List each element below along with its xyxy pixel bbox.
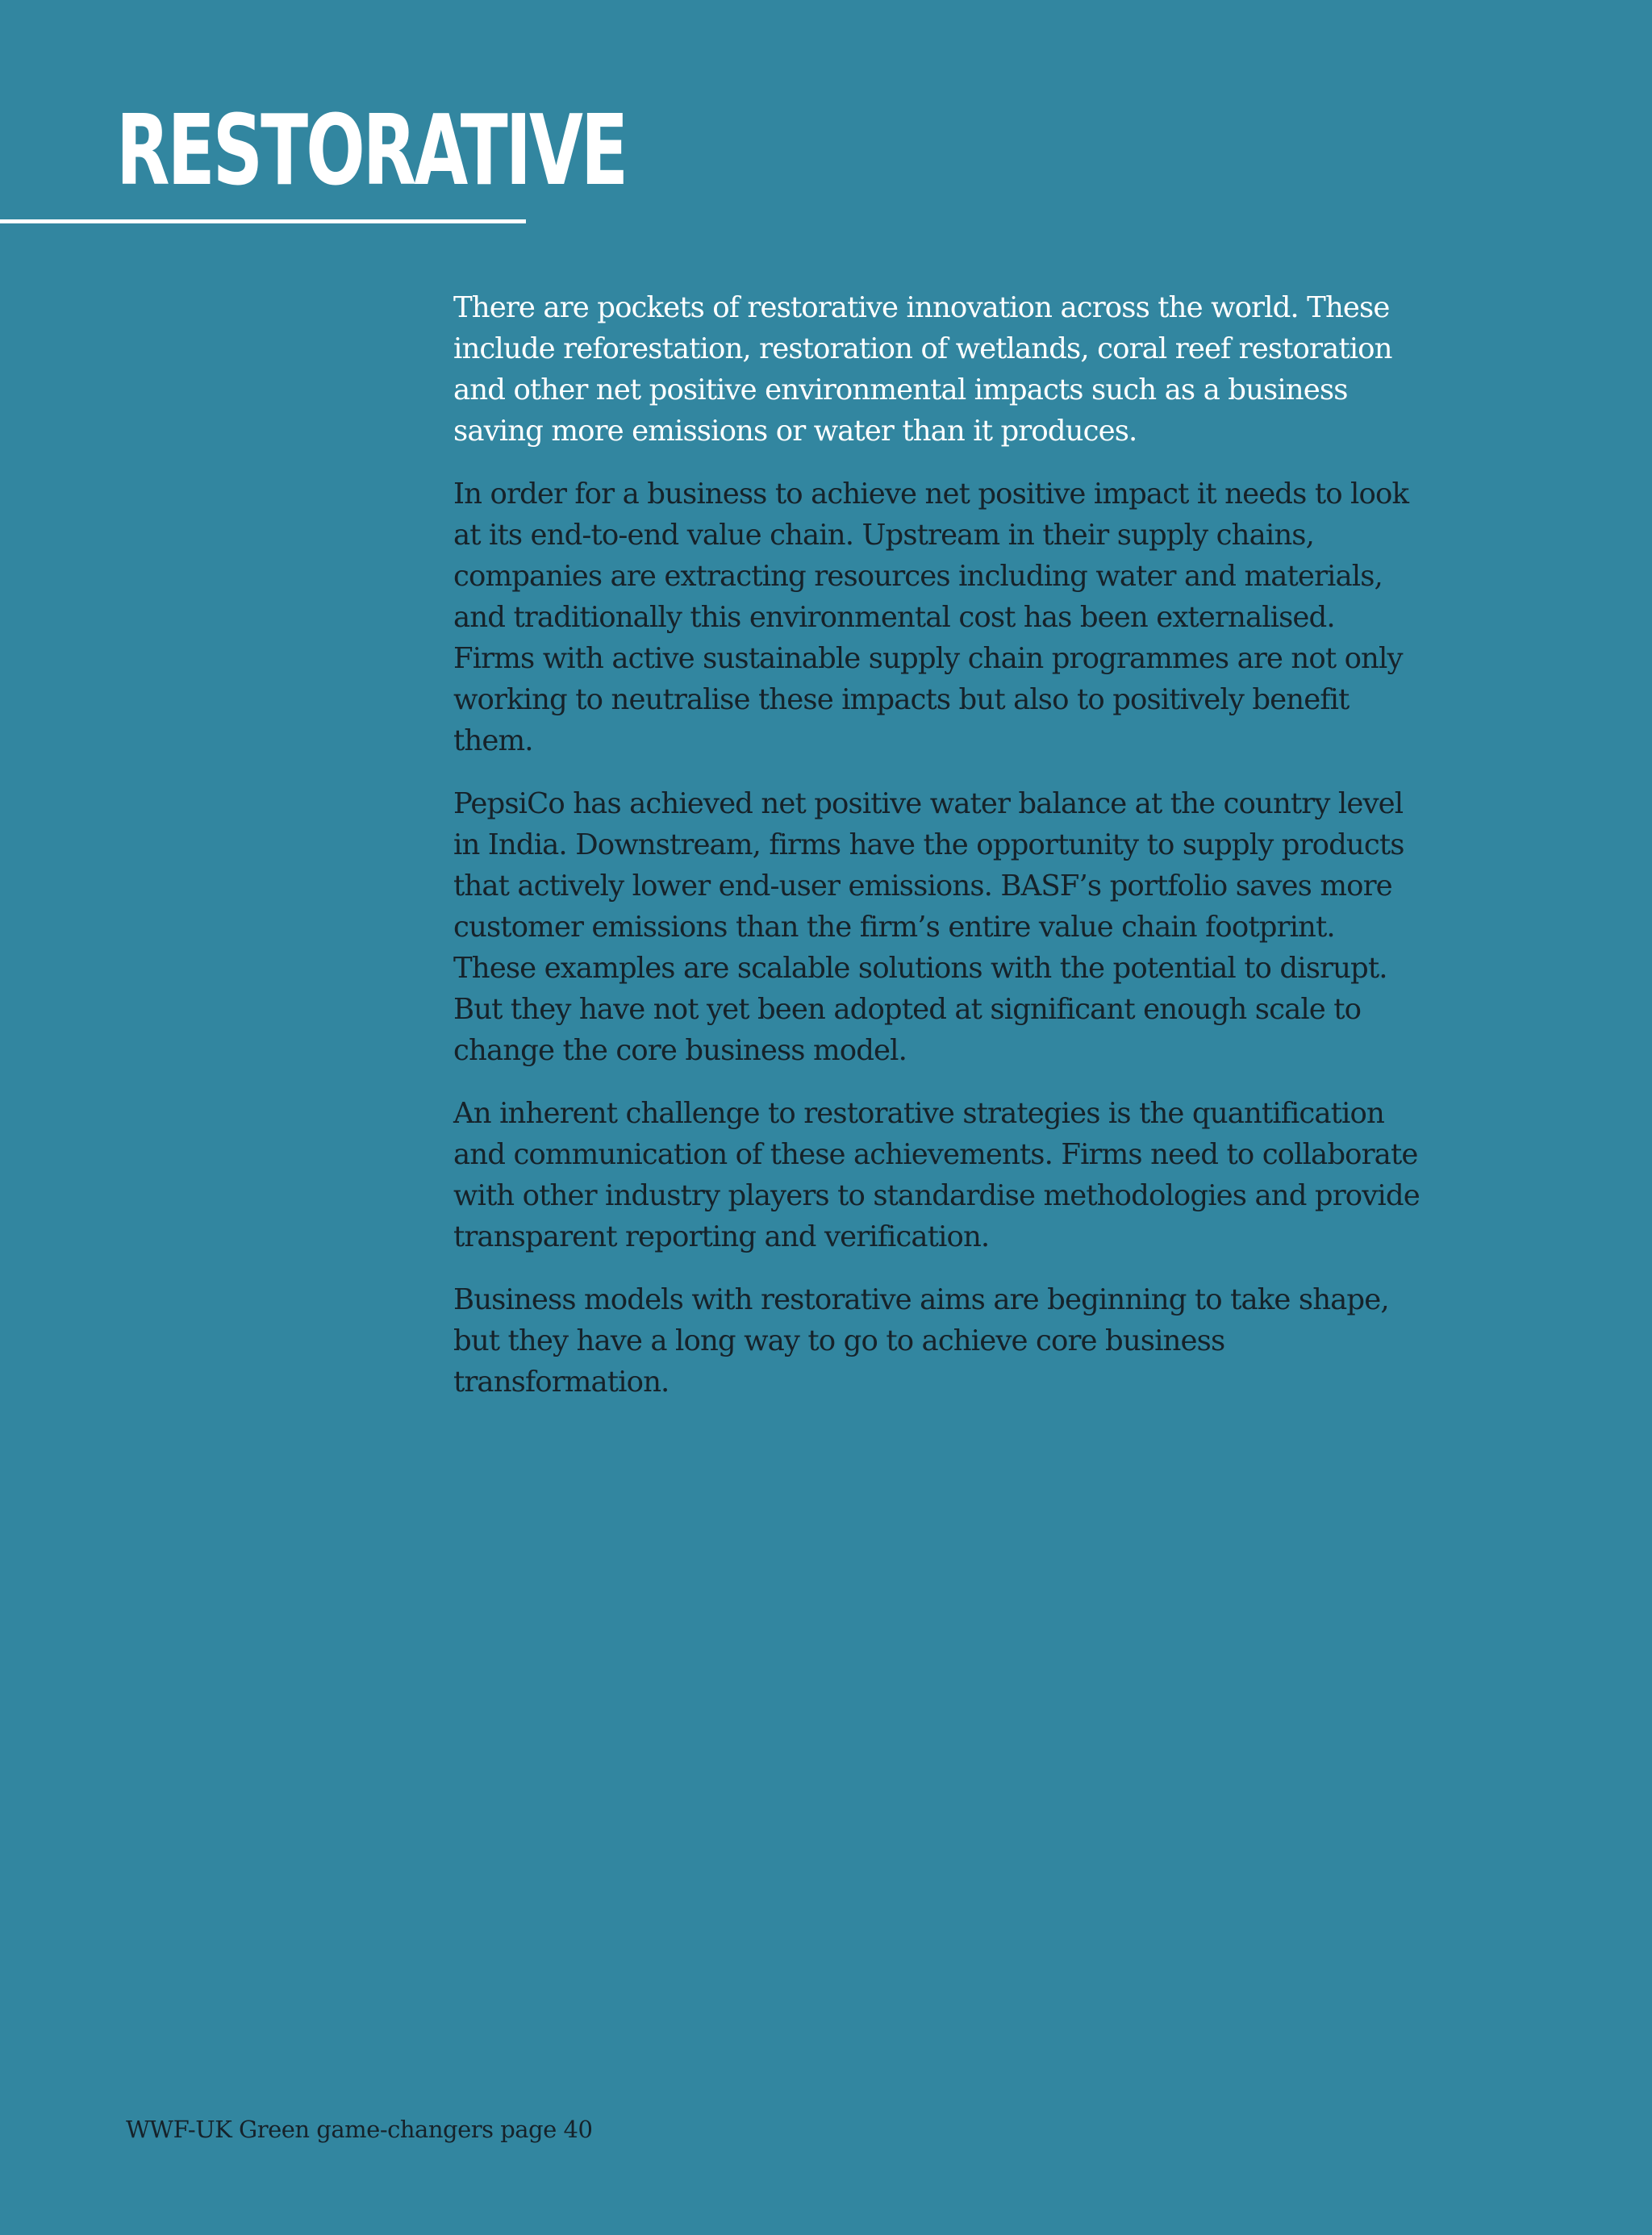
- intro-paragraph: There are pockets of restorative innovation across the world. These include reforestation, restoration of wetlands, coral reef restoration and other net positive environmental impacts such as a business saving more emissions or water than it produces.: [453, 291, 1392, 448]
- body-paragraph-examples: PepsiCo has achieved net positive water balance at the country level in India. Downstream, firms have the opportunity to supply products that actively lower end-user emissions. BASF’s portfolio saves more customer emissions than the firm’s entire value chain footprint. These examples are scalable solutions with the potential to disrupt. But they have not yet been adopted at significant enough scale to change the core business model.: [453, 787, 1404, 1067]
- body-paragraph-value-chain: In order for a business to achieve net positive impact it needs to look at its end-to-end value chain. Upstream in their supply chains, companies are extracting resources including water and materials, and traditionally this environmental cost has been externalised. Firms with active sustainable supply chain programmes are not only working to neutralise these impacts but also to positively benefit them.: [453, 477, 1409, 757]
- page-footer: WWF-UK Green game-changers page 40: [126, 2116, 593, 2143]
- page-title: RESTORATIVE: [116, 95, 627, 207]
- body-paragraph-conclusion: Business models with restorative aims are beginning to take shape, but they have a long way to go to achieve core business transformation.: [453, 1283, 1389, 1399]
- title-underline: [0, 219, 526, 223]
- body-paragraph-challenge: An inherent challenge to restorative strategies is the quantification and communication of these achievements. Firms need to collaborate with other industry players to standardise methodologies and provide transparent reporting and verification.: [453, 1097, 1420, 1253]
- body-text-column: [453, 287, 1421, 1424]
